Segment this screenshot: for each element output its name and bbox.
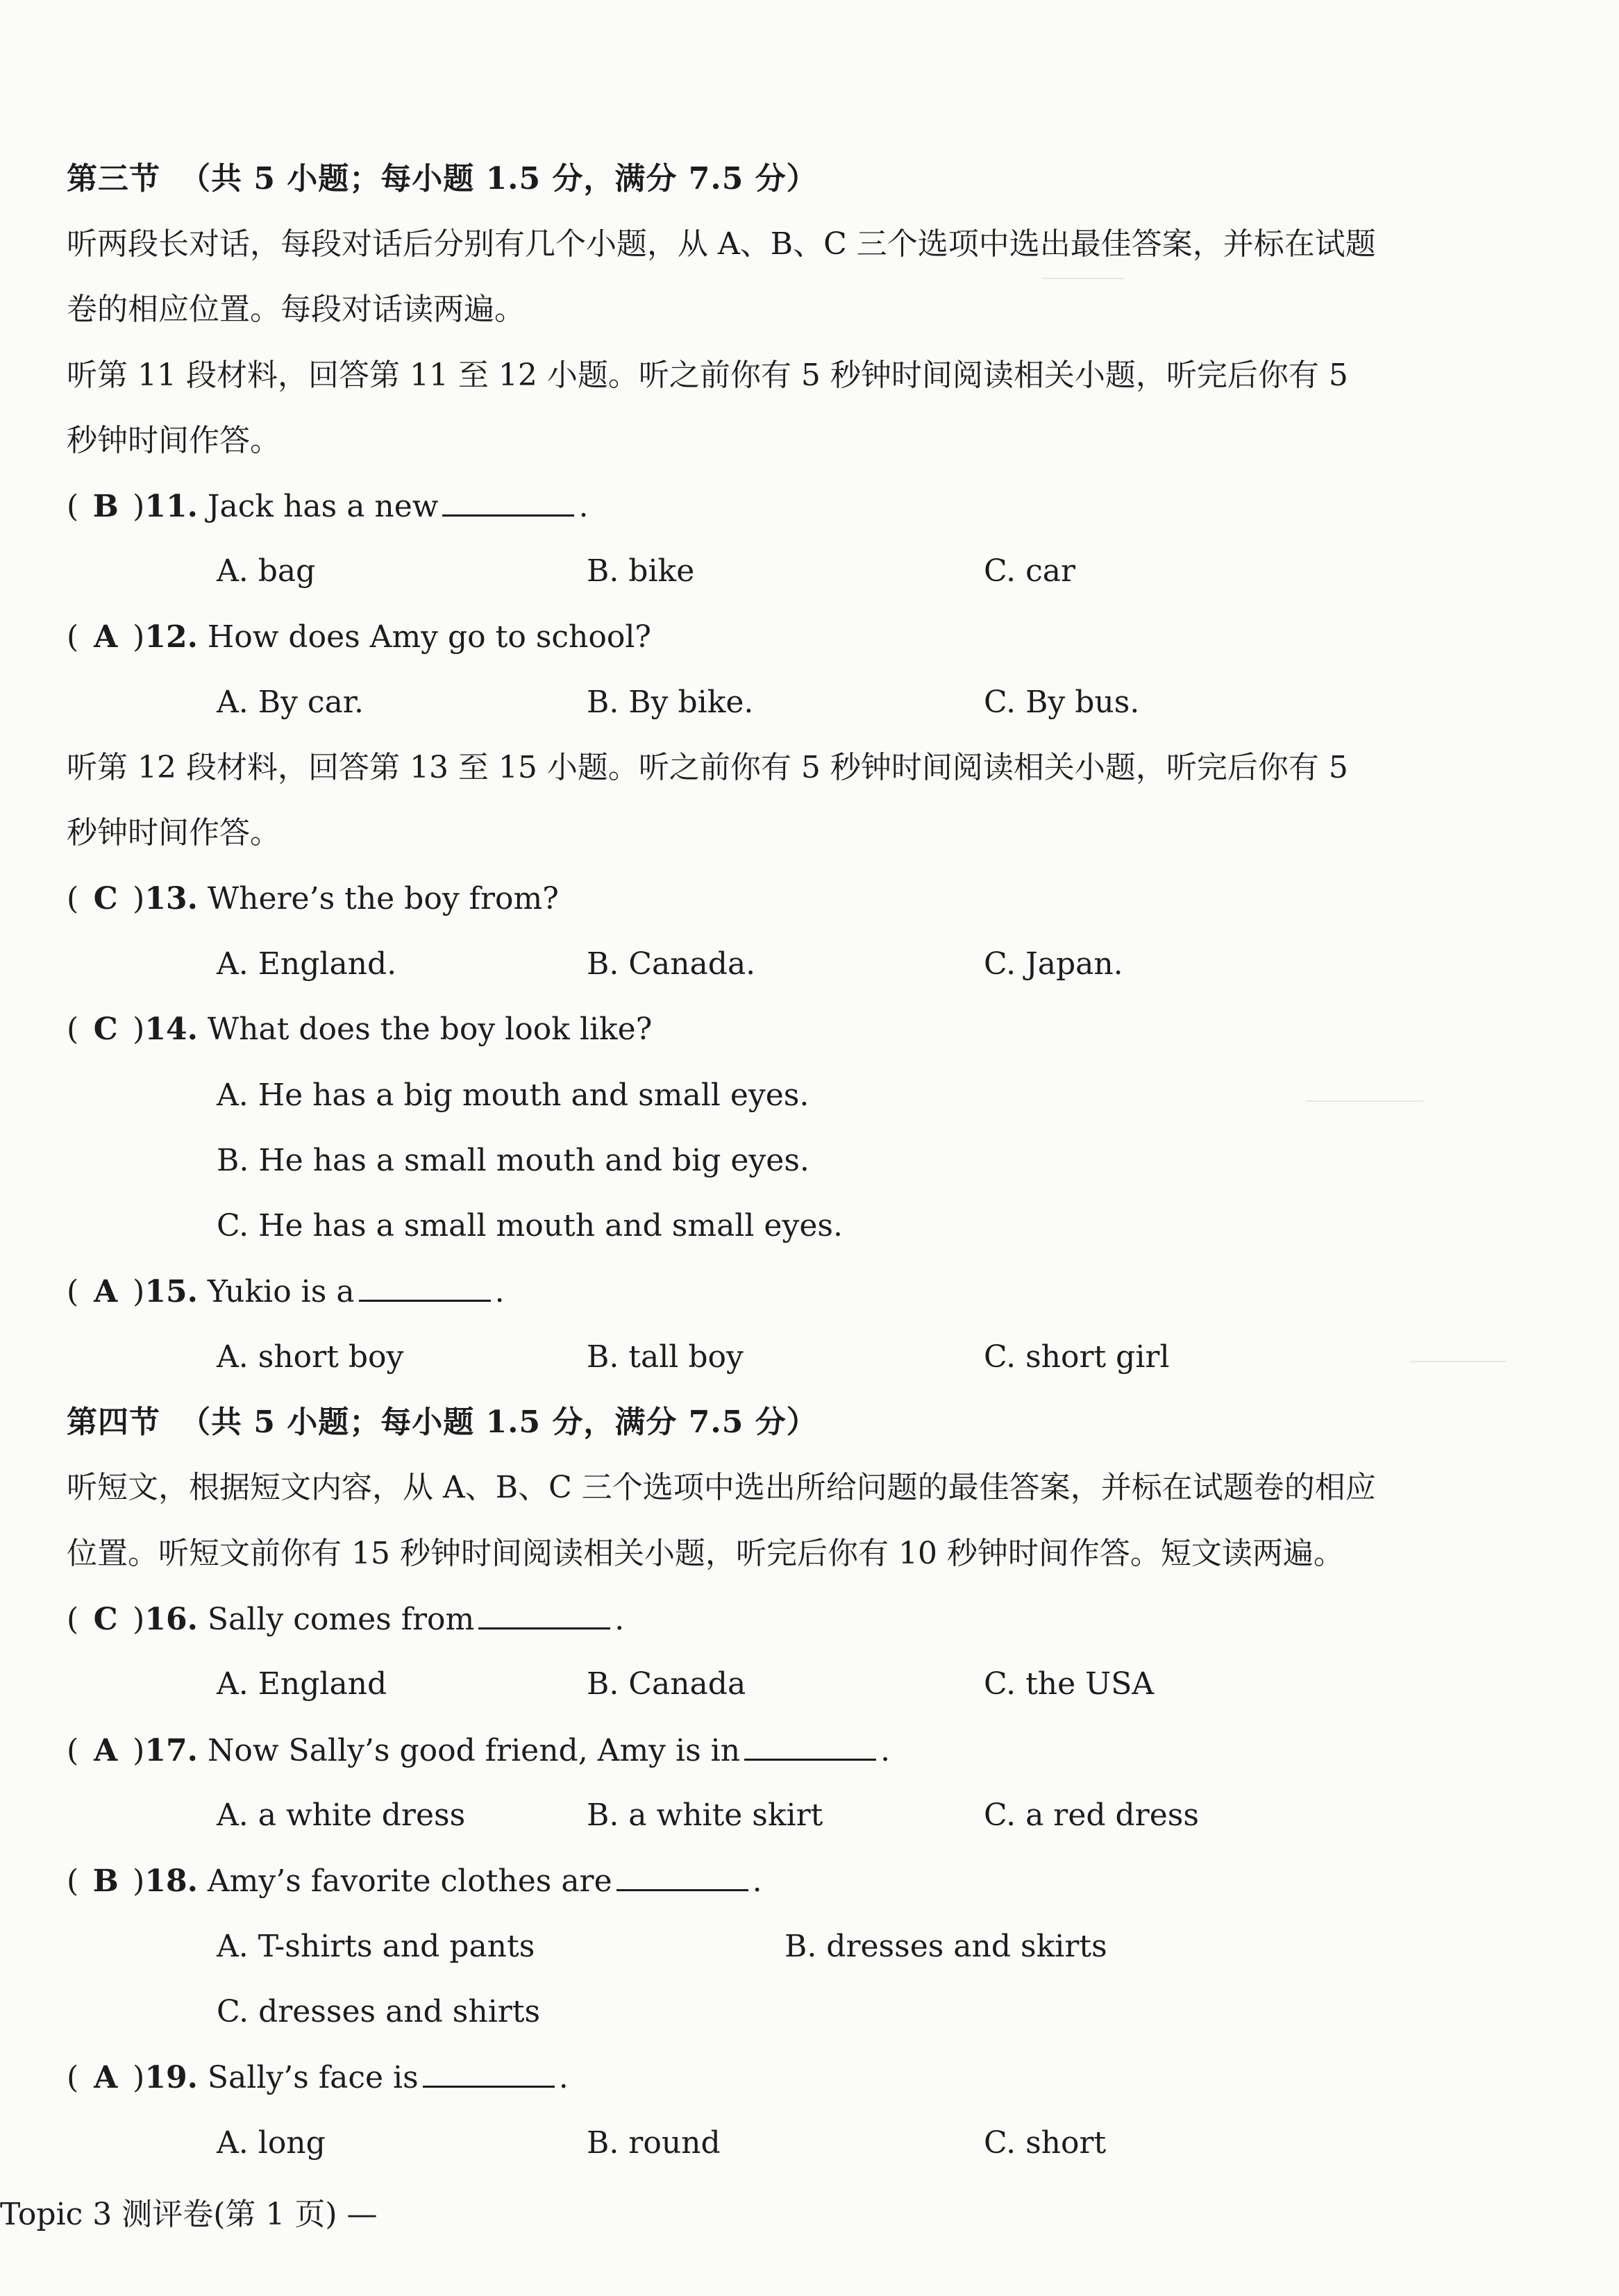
question-number: 14.: [144, 1012, 198, 1047]
answer-mark: C: [93, 1012, 118, 1047]
option-c: C. a red dress: [984, 1798, 1199, 1833]
question-number: 18.: [144, 1863, 198, 1899]
answer-blank: [442, 487, 574, 517]
question-stem: Sally comes from: [207, 1602, 475, 1637]
answer-mark: A: [94, 619, 118, 655]
question-number: 19.: [144, 2060, 198, 2095]
option-b: B. dresses and skirts: [785, 1929, 1107, 1964]
answer-blank: [478, 1600, 610, 1629]
section4-heading: [67, 1403, 818, 1442]
section4-instruction-line-2: 位置。听短文前你有 15 秒钟时间阅读相关小题，听完后你有 10 秒钟时间作答。短文读两遍。: [67, 1536, 1344, 1571]
question-stem: Yukio is a: [207, 1274, 355, 1309]
section3-title: 第三节: [67, 161, 160, 196]
section3-heading: [67, 160, 818, 199]
option-c: C. dresses and shirts: [217, 1994, 541, 2029]
question-number: 15.: [144, 1274, 198, 1309]
question-16: ( C )16. Sally comes from .: [67, 1600, 624, 1639]
question-15: ( A )15. Yukio is a .: [67, 1272, 505, 1312]
answer-mark: C: [93, 1602, 118, 1637]
section4-title: 第四节: [67, 1405, 160, 1440]
option-b: B. Canada.: [587, 946, 756, 982]
answer-mark: A: [94, 1733, 118, 1768]
option-b: B. He has a small mouth and big eyes.: [217, 1143, 810, 1178]
option-a: A. England: [217, 1666, 387, 1702]
option-a: A. T-shirts and pants: [217, 1929, 535, 1964]
option-b: B. By bike.: [587, 685, 754, 720]
option-c: C. car: [984, 553, 1075, 589]
option-a: A. bag: [217, 553, 316, 589]
option-c: C. By bus.: [984, 685, 1140, 720]
option-b: B. tall boy: [587, 1339, 744, 1375]
option-a: A. a white dress: [217, 1798, 466, 1833]
scan-mark: [1041, 278, 1125, 279]
question-number: 17.: [144, 1733, 198, 1768]
section3-score: （共 5 小题；每小题 1.5 分，满分 7.5 分）: [180, 161, 818, 196]
option-b: B. Canada: [587, 1666, 746, 1702]
question-number: 11.: [144, 489, 198, 524]
question-number: 16.: [144, 1602, 198, 1637]
question-stem: Amy’s favorite clothes are: [207, 1863, 612, 1899]
option-c: C. the USA: [984, 1666, 1155, 1702]
option-c: C. Japan.: [984, 946, 1123, 982]
material12-instruction-line-2: 秒钟时间作答。: [67, 815, 280, 850]
material11-instruction-line-2: 秒钟时间作答。: [67, 423, 280, 458]
option-a: A. short boy: [217, 1339, 404, 1375]
question-stem: Now Sally’s good friend, Amy is in: [207, 1733, 741, 1768]
section3-instruction-line-1: 听两段长对话，每段对话后分别有几个小题，从 A、B、C 三个选项中选出最佳答案，并标在试题: [67, 226, 1376, 262]
section3-instruction-line-2: 卷的相应位置。每段对话读两遍。: [67, 292, 525, 327]
option-a: A. England.: [217, 946, 397, 982]
question-stem: Jack has a new: [207, 489, 439, 524]
answer-blank: [744, 1731, 876, 1761]
answer-mark: A: [94, 2060, 118, 2095]
question-number: 13.: [144, 881, 198, 916]
section4-score: （共 5 小题；每小题 1.5 分，满分 7.5 分）: [180, 1405, 818, 1440]
option-a: A. By car.: [217, 685, 364, 720]
scan-mark: [1305, 1100, 1423, 1102]
page-footer: Topic 3 测评卷(第 1 页) —: [0, 2197, 378, 2232]
material12-instruction-line-1: 听第 12 段材料，回答第 13 至 15 小题。听之前你有 5 秒钟时间阅读相关小题，听完后你有 5: [67, 750, 1348, 785]
option-b: B. a white skirt: [587, 1798, 823, 1833]
answer-mark: C: [93, 881, 118, 916]
option-c: C. He has a small mouth and small eyes.: [217, 1208, 843, 1243]
answer-blank: [359, 1272, 491, 1302]
question-stem: Sally’s face is: [207, 2060, 419, 2095]
material11-instruction-line-1: 听第 11 段材料，回答第 11 至 12 小题。听之前你有 5 秒钟时间阅读相关小题，听完后你有 5: [67, 358, 1348, 393]
option-b: B. round: [587, 2125, 721, 2161]
question-19: ( A )19. Sally’s face is .: [67, 2058, 569, 2097]
scan-mark: [1409, 1361, 1507, 1362]
answer-blank: [423, 2058, 555, 2088]
question-18: ( B )18. Amy’s favorite clothes are .: [67, 1861, 762, 1901]
answer-mark: A: [94, 1274, 118, 1309]
question-17: ( A )17. Now Sally’s good friend, Amy is in .: [67, 1731, 890, 1770]
section4-instruction-line-1: 听短文，根据短文内容，从 A、B、C 三个选项中选出所给问题的最佳答案，并标在试题卷的相应: [67, 1470, 1376, 1505]
question-number: 12.: [144, 619, 198, 655]
option-a: A. He has a big mouth and small eyes.: [217, 1078, 810, 1113]
question-stem: What does the boy look like?: [207, 1012, 653, 1047]
option-b: B. bike: [587, 553, 695, 589]
question-14: ( C )14. What does the boy look like?: [67, 1010, 652, 1049]
question-11: ( B )11. Jack has a new .: [67, 487, 588, 526]
answer-blank: [616, 1861, 748, 1891]
option-c: C. short: [984, 2125, 1107, 2161]
question-stem: How does Amy go to school?: [207, 619, 652, 655]
answer-mark: B: [92, 1863, 119, 1899]
answer-mark: B: [92, 489, 119, 524]
question-13: ( C )13. Where’s the boy from?: [67, 880, 559, 919]
question-12: ( A )12. How does Amy go to school?: [67, 618, 651, 657]
option-c: C. short girl: [984, 1339, 1170, 1375]
question-stem: Where’s the boy from?: [207, 881, 559, 916]
option-a: A. long: [217, 2125, 326, 2161]
